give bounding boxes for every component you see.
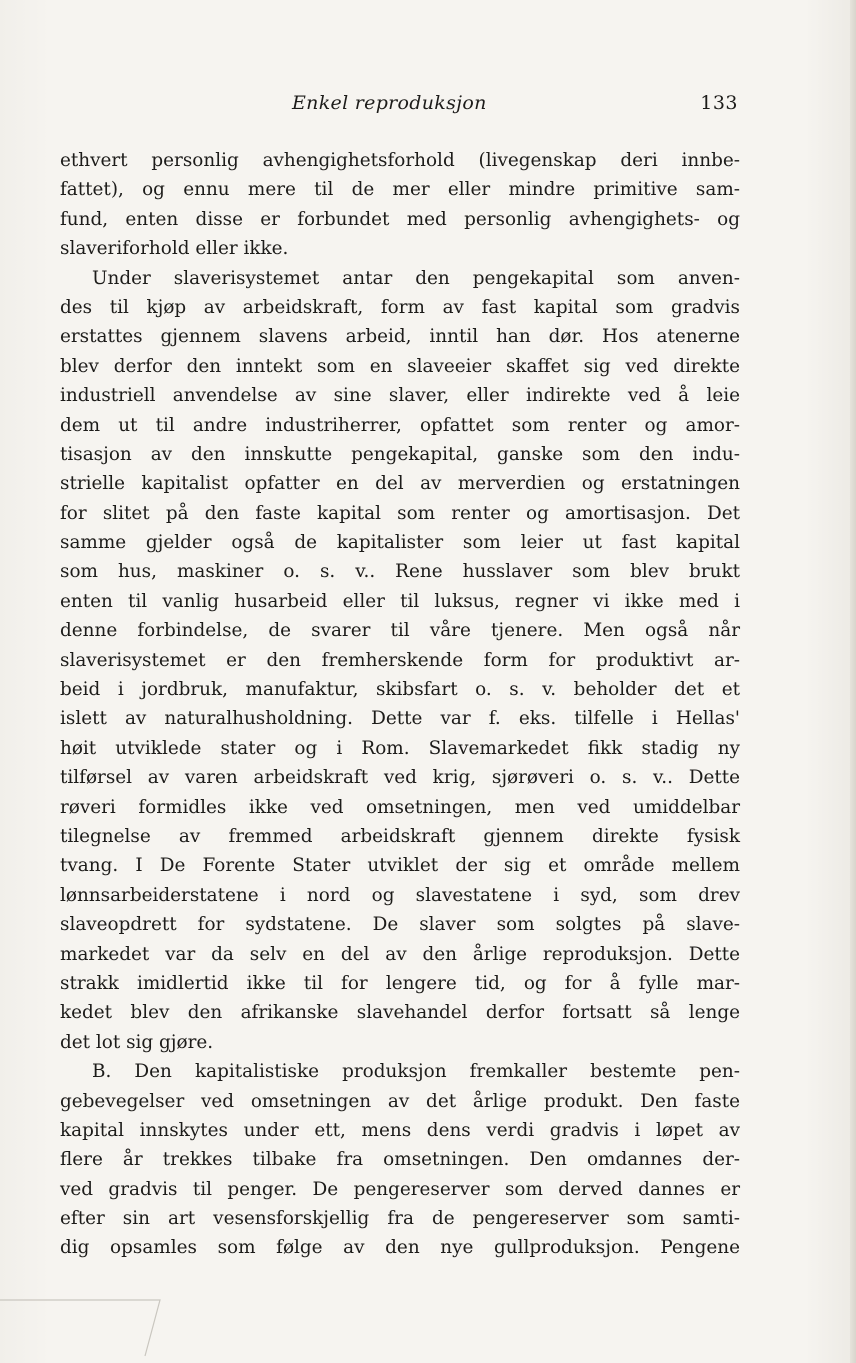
text-line: denne forbindelse, de svarer til våre tjenere. Men også når [60, 620, 740, 642]
text-line: efter sin art vesensforskjellig fra de pengereserver som samti- [60, 1208, 740, 1230]
text-line: islett av naturalhusholdning. Dette var f. eks. tilfelle i Hellas' [60, 708, 740, 730]
text-line: blev derfor den inntekt som en slaveeier skaffet sig ved direkte [60, 355, 740, 377]
text-line: des til kjøp av arbeidskraft, form av fast kapital som gradvis [60, 296, 740, 318]
text-line: slaverisystemet er den fremherskende form for produktivt ar- [60, 649, 740, 671]
text-line: lønnsarbeiderstatene i nord og slavestatene i syd, som drev [60, 884, 740, 906]
text-line: høit utviklede stater og i Rom. Slavemarkedet fikk stadig ny [60, 737, 740, 759]
page-number: 133 [700, 92, 738, 114]
paragraph-first-line: B. Den kapitalistiske produksjon fremkaller bestemte pen- [92, 1061, 740, 1083]
text-line: strakk imidlertid ikke til for lengere tid, og for å fylle mar- [60, 972, 740, 994]
text-line: tilførsel av varen arbeidskraft ved krig, sjørøveri o. s. v.. Dette [60, 767, 740, 789]
text-line: enten til vanlig husarbeid eller til luksus, regner vi ikke med i [60, 590, 740, 612]
text-line: slaveriforhold eller ikke. [60, 238, 289, 260]
text-line: tilegnelse av fremmed arbeidskraft gjennem direkte fysisk [60, 825, 740, 847]
text-line: ethvert personlig avhengighetsforhold (livegenskap deri innbe- [60, 150, 740, 171]
text-line: fund, enten disse er forbundet med personlig avhengighets- og [60, 208, 740, 230]
paragraph-first-line: Under slaverisystemet antar den pengekapital som anven- [92, 267, 740, 289]
text-line: slaveopdrett for sydstatene. De slaver som solgtes på slave- [60, 914, 740, 936]
text-line: flere år trekkes tilbake fra omsetningen. Den omdannes der- [60, 1149, 740, 1171]
text-line: for slitet på den faste kapital som renter og amortisasjon. Det [60, 502, 740, 524]
text-line: ved gradvis til penger. De pengereserver som derved dannes er [60, 1178, 740, 1200]
text-line: dig opsamles som følge av den nye gullproduksjon. Pengene [60, 1237, 740, 1259]
text-line: beid i jordbruk, manufaktur, skibsfart o. s. v. beholder det et [60, 679, 740, 701]
page-header [60, 92, 740, 122]
text-line: kapital innskytes under ett, mens dens verdi gradvis i løpet av [60, 1119, 740, 1141]
page-edge [850, 0, 856, 1363]
text-line: fattet), og ennu mere til de mer eller mindre primitive sam- [60, 179, 740, 201]
text-line: røveri formidles ikke ved omsetningen, men ved umiddelbar [60, 796, 740, 818]
text-line: som hus, maskiner o. s. v.. Rene husslaver som blev brukt [60, 561, 740, 583]
text-line: det lot sig gjøre. [60, 1031, 214, 1053]
text-line: samme gjelder også de kapitalister som leier ut fast kapital [60, 532, 740, 554]
body-text [60, 146, 740, 1263]
text-line: erstattes gjennem slavens arbeid, inntil han dør. Hos atenerne [60, 326, 740, 348]
text-line: kedet blev den afrikanske slavehandel derfor fortsatt så lenge [60, 1002, 740, 1024]
text-line: markedet var da selv en del av den årlige reproduksjon. Dette [60, 943, 740, 965]
text-line: dem ut til andre industriherrer, opfattet som renter og amor- [60, 414, 740, 436]
text-line: industriell anvendelse av sine slaver, eller indirekte ved å leie [60, 385, 740, 407]
scan-artifact [0, 1298, 170, 1358]
text-line: gebevegelser ved omsetningen av det årlige produkt. Den faste [60, 1090, 740, 1112]
running-title: Enkel reproduksjon [292, 92, 487, 114]
text-line: tvang. I De Forente Stater utviklet der sig et område mellem [60, 855, 740, 877]
text-line: tisasjon av den innskutte pengekapital, ganske som den indu- [60, 443, 740, 465]
text-line: strielle kapitalist opfatter en del av merverdien og erstatningen [60, 473, 740, 495]
